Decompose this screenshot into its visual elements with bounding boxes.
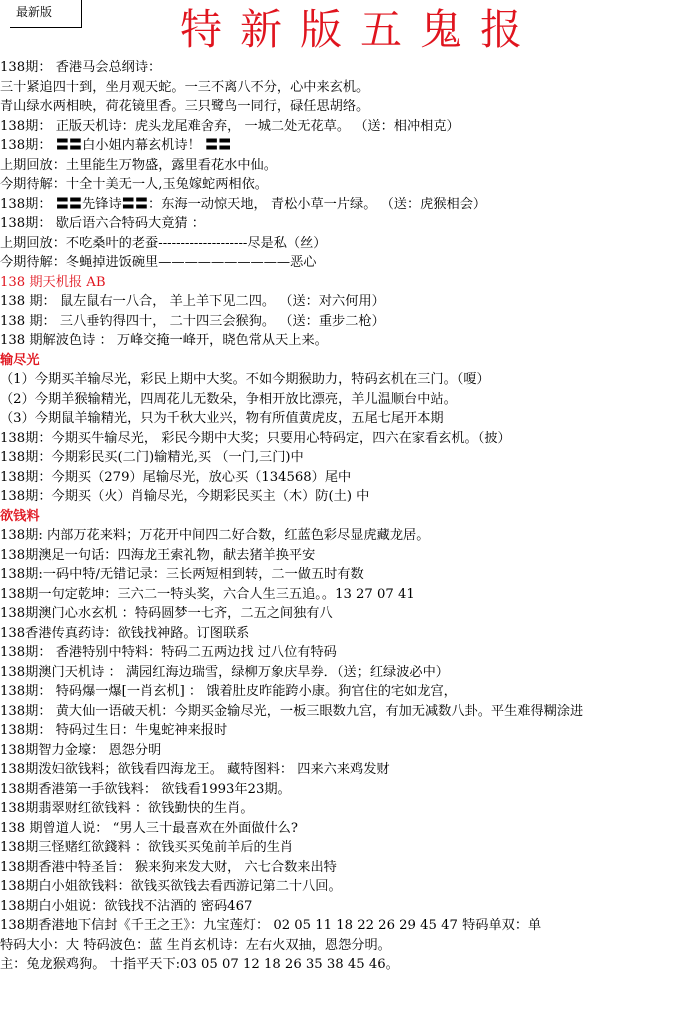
text-line: 138期香港中特圣旨： 猴来狗来发大财， 六七合数来出特: [0, 859, 337, 875]
section-heading: 输尽光: [0, 352, 40, 368]
text-line: 138期澳门天机诗 ： 满园红海边瑞雪，绿柳万象庆旱券．（送；红绿波必中）: [0, 664, 449, 680]
text-line: 138期： 香港特别中特料：特码二五两边找 过八位有特码: [0, 645, 337, 660]
text-line: 138期香港地下信封《千王之王》：九宝莲灯： 02 05 11 18 22 26 29 45 47 特码单双：单: [0, 918, 542, 933]
page-title: 特新版五鬼报: [179, 5, 540, 54]
text-line: 138期：今期彩民买(二门)输精光,买 （一门,三门)中: [0, 450, 304, 465]
text-line: 今期待解：十全十美无一人,玉兔嫁蛇两相依。: [0, 177, 268, 192]
text-line: 青山绿水两相映，荷花镜里香。三只鹭鸟一同行，碌任思胡络。: [0, 99, 370, 114]
text-line: 138期： 〓〓先锋诗〓〓：东海一动惊天地， 青松小草一片绿。 （送：虎猴相会）: [0, 196, 487, 212]
text-line: （1）今期买羊输尽光，彩民上期中大奖。不如今期猴助力，特码玄机在三门。（嗄）: [0, 372, 490, 387]
text-line: 138 期： 三八垂钓得四十， 二十四三会猴狗。 （送：重步二枪）: [0, 313, 385, 329]
section-heading: 欲钱料: [0, 508, 40, 524]
text-line: 三十紧追四十到，坐月观天蛇。一三不离八不分，心中来玄机。: [0, 79, 370, 95]
text-line: （2）今期羊猴输精光，四周花儿无数朵，争相开放比漂亮，羊儿温顺台中站。: [0, 391, 457, 407]
text-line: 138期: 内部万花来料；万花开中间四二好合数，红蓝色彩尽显虎藏龙居。: [0, 528, 430, 543]
text-line: 138期澳门心水玄机 ：特码圆梦一七齐，二五之间独有八: [0, 606, 333, 621]
text-line: 138期： 黄大仙一语破天机：今期买金输尽光，一板三眼数九宫，有加无减数八卦。平生难得糊涂进: [0, 703, 584, 719]
text-line: 138 期解波色诗 ： 万峰交掩一峰开，晓色常从天上来。: [0, 333, 328, 348]
text-line: 138期翡翠财红欲钱料 ：欲钱勤快的生肖。: [0, 801, 254, 816]
text-line: 138期澳足一句话：四海龙王索礼物，献去猪羊换平安: [0, 547, 316, 563]
text-line: 特码大小：大 特码波色：蓝 生肖玄机诗：左右火双抽，恩怨分明。: [0, 937, 391, 953]
text-line: 138期:一码中特/无错记录：三长两短相到转，二一做五时有数: [0, 567, 364, 582]
text-line: 138期一句定乾坤：三六二一特头奖，六合人生三五追。。13 27 07 41: [0, 586, 415, 602]
text-line: 138期香港第一手欲钱料： 欲钱看1993年23期。: [0, 781, 291, 797]
text-line: 138期： 正版天机诗：虎头龙尾难舍弃， 一城二处无花草。 （送：相冲相克）: [0, 118, 460, 134]
text-line: 138期三怪赌红欲錢料 ：欲钱买买兔前羊后的生肖: [0, 840, 294, 855]
text-line: 138 期天机报 AB: [0, 274, 106, 290]
text-line: 138期：今期买牛输尽光， 彩民今期中大奖；只要用心特码定，四六在家看玄机。（披）: [0, 430, 511, 446]
version-badge: 最新版: [10, 0, 82, 28]
text-line: （3）今期鼠羊输精光，只为千秋大业兴，物有所值黄虎皮，五尾七尾开本期: [0, 411, 444, 426]
text-line: 138期智力金壕： 恩怨分明: [0, 742, 162, 758]
text-line: 138期白小姐欲钱料：欲钱买欲钱去看西游记第二十八回。: [0, 879, 342, 894]
text-line: 138 期： 鼠左鼠右一八合， 羊上羊下见二四。 （送：对六何用）: [0, 294, 385, 309]
text-line: 138期：今期买（279）尾输尽光，放心买（134568）尾中: [0, 469, 352, 485]
content-lines: [0, 58, 690, 975]
text-line: 138期： 特码爆一爆[一肖玄机] ： 饿着肚皮昨能跨小康。狗官住的宅如龙宫，: [0, 684, 457, 699]
text-line: 今期待解：冬蝇掉进饭碗里——————————恶心: [0, 255, 317, 270]
text-line: 138期： 〓〓白小姐内幕玄机诗！ 〓〓: [0, 138, 232, 153]
text-line: 138期： 歇后语六合特码大竟猜 ：: [0, 216, 205, 231]
text-line: 上期回放：不吃桑叶的老蚕--------------------尽是私（丝）: [0, 235, 327, 251]
text-line: 138期： 香港马会总纲诗：: [0, 60, 162, 75]
text-line: 主：兔龙猴鸡狗。 十指平天下:03 05 07 12 18 26 35 38 45 46。: [0, 957, 399, 972]
text-line: 138期： 特码过生日：牛鬼蛇神来报时: [0, 723, 228, 738]
text-line: 138期泼妇欲钱料；欲钱看四海龙王。 藏特图料： 四来六来鸡发财: [0, 762, 390, 777]
text-line: 138香港传真药诗：欲钱找神路。订图联系: [0, 625, 250, 641]
text-line: 138 期曾道人说： “男人三十最喜欢在外面做什么?: [0, 820, 298, 836]
text-line: 138期白小姐说：欲钱找不沾酒的 密码467: [0, 898, 253, 914]
text-line: 138期：今期买（火）肖输尽光，今期彩民买主（木）防(土) 中: [0, 489, 370, 504]
text-line: 上期回放：土里能生万物盛，露里看花水中仙。: [0, 157, 277, 173]
